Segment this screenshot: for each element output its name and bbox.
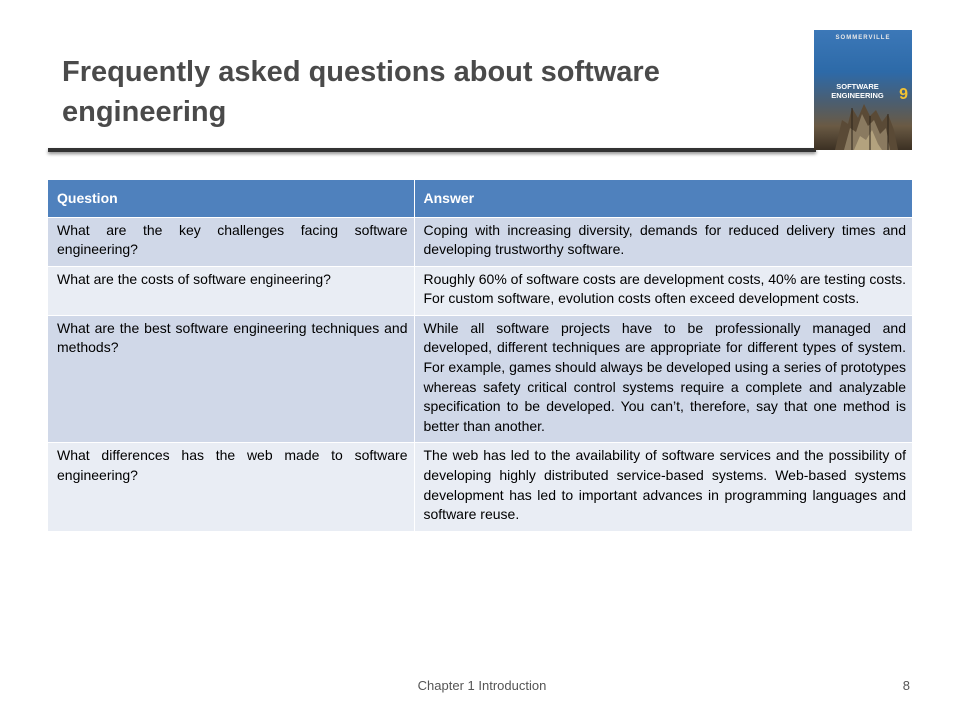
question-cell: What are the best software engineering techniques and methods?	[48, 315, 414, 443]
answer-cell: Roughly 60% of software costs are development costs, 40% are testing costs. For custom software, evolution costs often exceed development costs.	[414, 266, 912, 315]
table-row	[48, 443, 912, 531]
answer-cell: Coping with increasing diversity, demands for reduced delivery times and developing trustworthy software.	[414, 217, 912, 266]
book-cover-edition: 9	[899, 86, 908, 103]
slide-footer: Chapter 1 Introduction	[417, 678, 547, 693]
slide-title: Frequently asked questions about software engineering	[62, 56, 660, 128]
column-header-answer: Answer	[414, 180, 912, 217]
book-cover-sculpture-art	[830, 100, 900, 150]
faq-table	[48, 180, 912, 531]
question-cell: What differences has the web made to software engineering?	[48, 443, 414, 531]
page-number: 8	[902, 678, 910, 693]
book-cover-title: SOFTWARE ENGINEERING	[831, 82, 884, 100]
question-cell: What are the key challenges facing software engineering?	[48, 217, 414, 266]
table-row	[48, 315, 912, 443]
table-row	[48, 217, 912, 266]
answer-cell: The web has led to the availability of software services and the possibility of developing highly distributed service-based systems. Web-based systems development has led to important advances in programming languages and software reuse.	[414, 443, 912, 531]
answer-cell: While all software projects have to be professionally managed and developed, different techniques are appropriate for different types of system. For example, games should always be developed using a series of prototypes whereas safety critical control systems require a complete and analyzable specification to be developed. You can’t, therefore, say that one method is better than another.	[414, 315, 912, 443]
book-cover-image	[814, 30, 912, 150]
column-header-question: Question	[48, 180, 414, 217]
table-header-row	[48, 180, 912, 217]
title-divider	[48, 148, 816, 152]
book-cover-author: SOMMERVILLE	[835, 35, 891, 41]
question-cell: What are the costs of software engineering?	[48, 266, 414, 315]
table-row	[48, 266, 912, 315]
